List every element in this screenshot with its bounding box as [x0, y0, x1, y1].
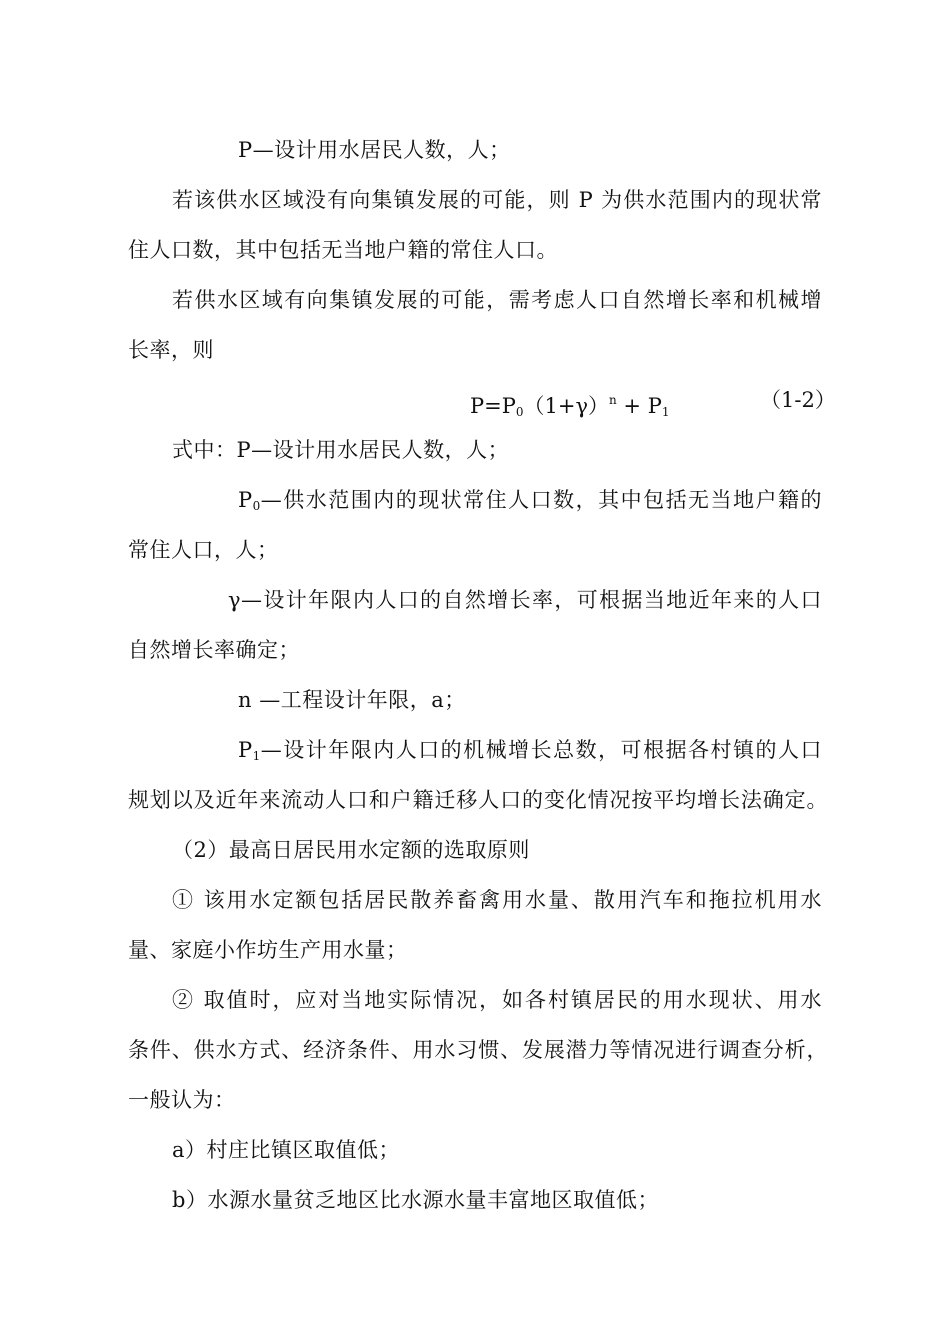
paragraph-line	[238, 735, 822, 771]
paragraph-line: ① 该用水定额包括居民散养畜禽用水量、散用汽车和拖拉机用水	[172, 888, 822, 912]
paragraph-line: 常住人口，人；	[128, 538, 279, 562]
paragraph-line: n —工程设计年限，a；	[238, 688, 466, 712]
paragraph-line: 长率，则	[128, 338, 214, 362]
paragraph-line: 规划以及近年来流动人口和户籍迁移人口的变化情况按平均增长法确定。	[128, 788, 828, 812]
paragraph-line: 一般认为：	[128, 1088, 236, 1112]
paragraph-line: 住人口数，其中包括无当地户籍的常住人口。	[128, 238, 558, 262]
definition-text: —供水范围内的现状常住人口数，其中包括无当地户籍的	[260, 488, 822, 512]
formula-part: （1+γ）	[523, 394, 610, 418]
variable-subscript: 1	[252, 749, 261, 763]
paragraph-line: ② 取值时，应对当地实际情况，如各村镇居民的用水现状、用水	[172, 988, 822, 1012]
formula-part: + P	[616, 394, 662, 418]
paragraph-line: 式中：P—设计用水居民人数，人；	[172, 438, 510, 462]
paragraph-line: γ—设计年限内人口的自然增长率，可根据当地近年来的人口	[228, 588, 822, 612]
paragraph-line: 量、家庭小作坊生产用水量；	[128, 938, 408, 962]
formula-subscript: 1	[661, 405, 670, 419]
formula-subscript: 0	[515, 405, 524, 419]
formula-superscript: n	[609, 393, 617, 407]
variable: P	[238, 488, 253, 512]
paragraph-line: 若该供水区域没有向集镇发展的可能，则 P 为供水范围内的现状常	[172, 188, 822, 212]
paragraph-line	[238, 485, 822, 521]
paragraph-line: 条件、供水方式、经济条件、用水习惯、发展潜力等情况进行调查分析，	[128, 1038, 828, 1062]
variable-subscript: 0	[252, 499, 261, 513]
paragraph-line: 若供水区域有向集镇发展的可能，需考虑人口自然增长率和机械增	[172, 288, 822, 312]
list-item: b）水源水量贫乏地区比水源水量丰富地区取值低；	[172, 1188, 659, 1212]
paragraph-line: 自然增长率确定；	[128, 638, 300, 662]
paragraph-line: P—设计用水居民人数，人；	[238, 138, 511, 162]
definition-text: —设计年限内人口的机械增长总数，可根据各村镇的人口	[260, 738, 822, 762]
variable: P	[238, 738, 253, 762]
formula	[470, 385, 669, 427]
section-heading: （2）最高日居民用水定额的选取原则	[172, 838, 530, 862]
equation-number: （1-2）	[760, 388, 836, 412]
list-item: a）村庄比镇区取值低；	[172, 1138, 401, 1162]
formula-part: P=P	[470, 394, 516, 418]
